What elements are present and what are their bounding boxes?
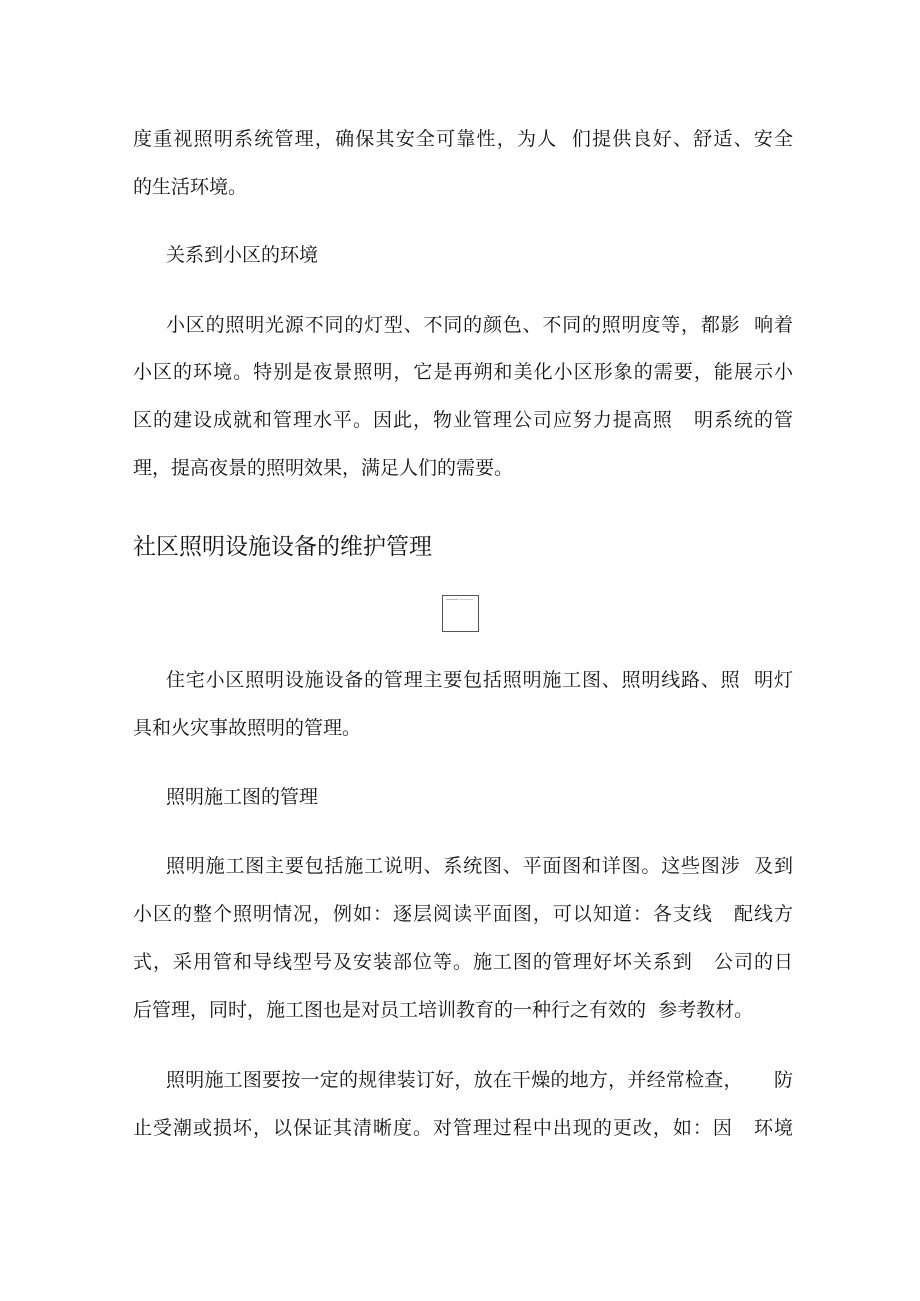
section-subheading: 照明施工图的管理 <box>166 786 319 808</box>
paragraph-line: 小区的照明光源不同的灯型、不同的颜色、不同的照明度等，都影 响着 <box>166 314 793 336</box>
figure-mark <box>446 599 458 600</box>
paragraph-line: 度重视照明系统管理，确保其安全可靠性，为人 们提供良好、舒适、安全 <box>133 128 793 150</box>
section-subheading: 关系到小区的环境 <box>166 244 319 266</box>
figure-thumbnail <box>442 595 479 632</box>
paragraph-line: 照明施工图要按一定的规律装订好，放在干燥的地方，并经常检查， 防 <box>166 1069 793 1091</box>
paragraph-line: 理，提高夜景的照明效果，满足人们的需要。 <box>133 457 514 479</box>
paragraph-line: 小区的环境。特别是夜景照明，它是再朔和美化小区形象的需要，能展示小 <box>133 361 793 383</box>
paragraph-line: 的生活环境。 <box>133 176 248 198</box>
figure-mark <box>459 599 473 600</box>
paragraph-line: 照明施工图主要包括施工说明、系统图、平面图和详图。这些图涉 及到 <box>166 855 793 877</box>
paragraph-line: 式，采用管和导线型号及安装部位等。施工图的管理好坏关系到 公司的日 <box>133 951 793 973</box>
paragraph-line: 后管理，同时，施工图也是对员工培训教育的一种行之有效的 参考教材。 <box>133 999 754 1021</box>
section-heading: 社区照明设施设备的维护管理 <box>133 534 432 560</box>
paragraph-line: 小区的整个照明情况，例如：逐层阅读平面图，可以知道：各支线 配线方 <box>133 903 793 925</box>
paragraph-line: 具和火灾事故照明的管理。 <box>133 717 362 739</box>
paragraph-line: 住宅小区照明设施设备的管理主要包括照明施工图、照明线路、照 明灯 <box>166 669 793 691</box>
paragraph-line: 区的建设成就和管理水平。因此，物业管理公司应努力提高照 明系统的管 <box>133 409 793 431</box>
paragraph-line: 止受潮或损坏，以保证其清晰度。对管理过程中出现的更改，如：因 环境 <box>133 1117 793 1139</box>
